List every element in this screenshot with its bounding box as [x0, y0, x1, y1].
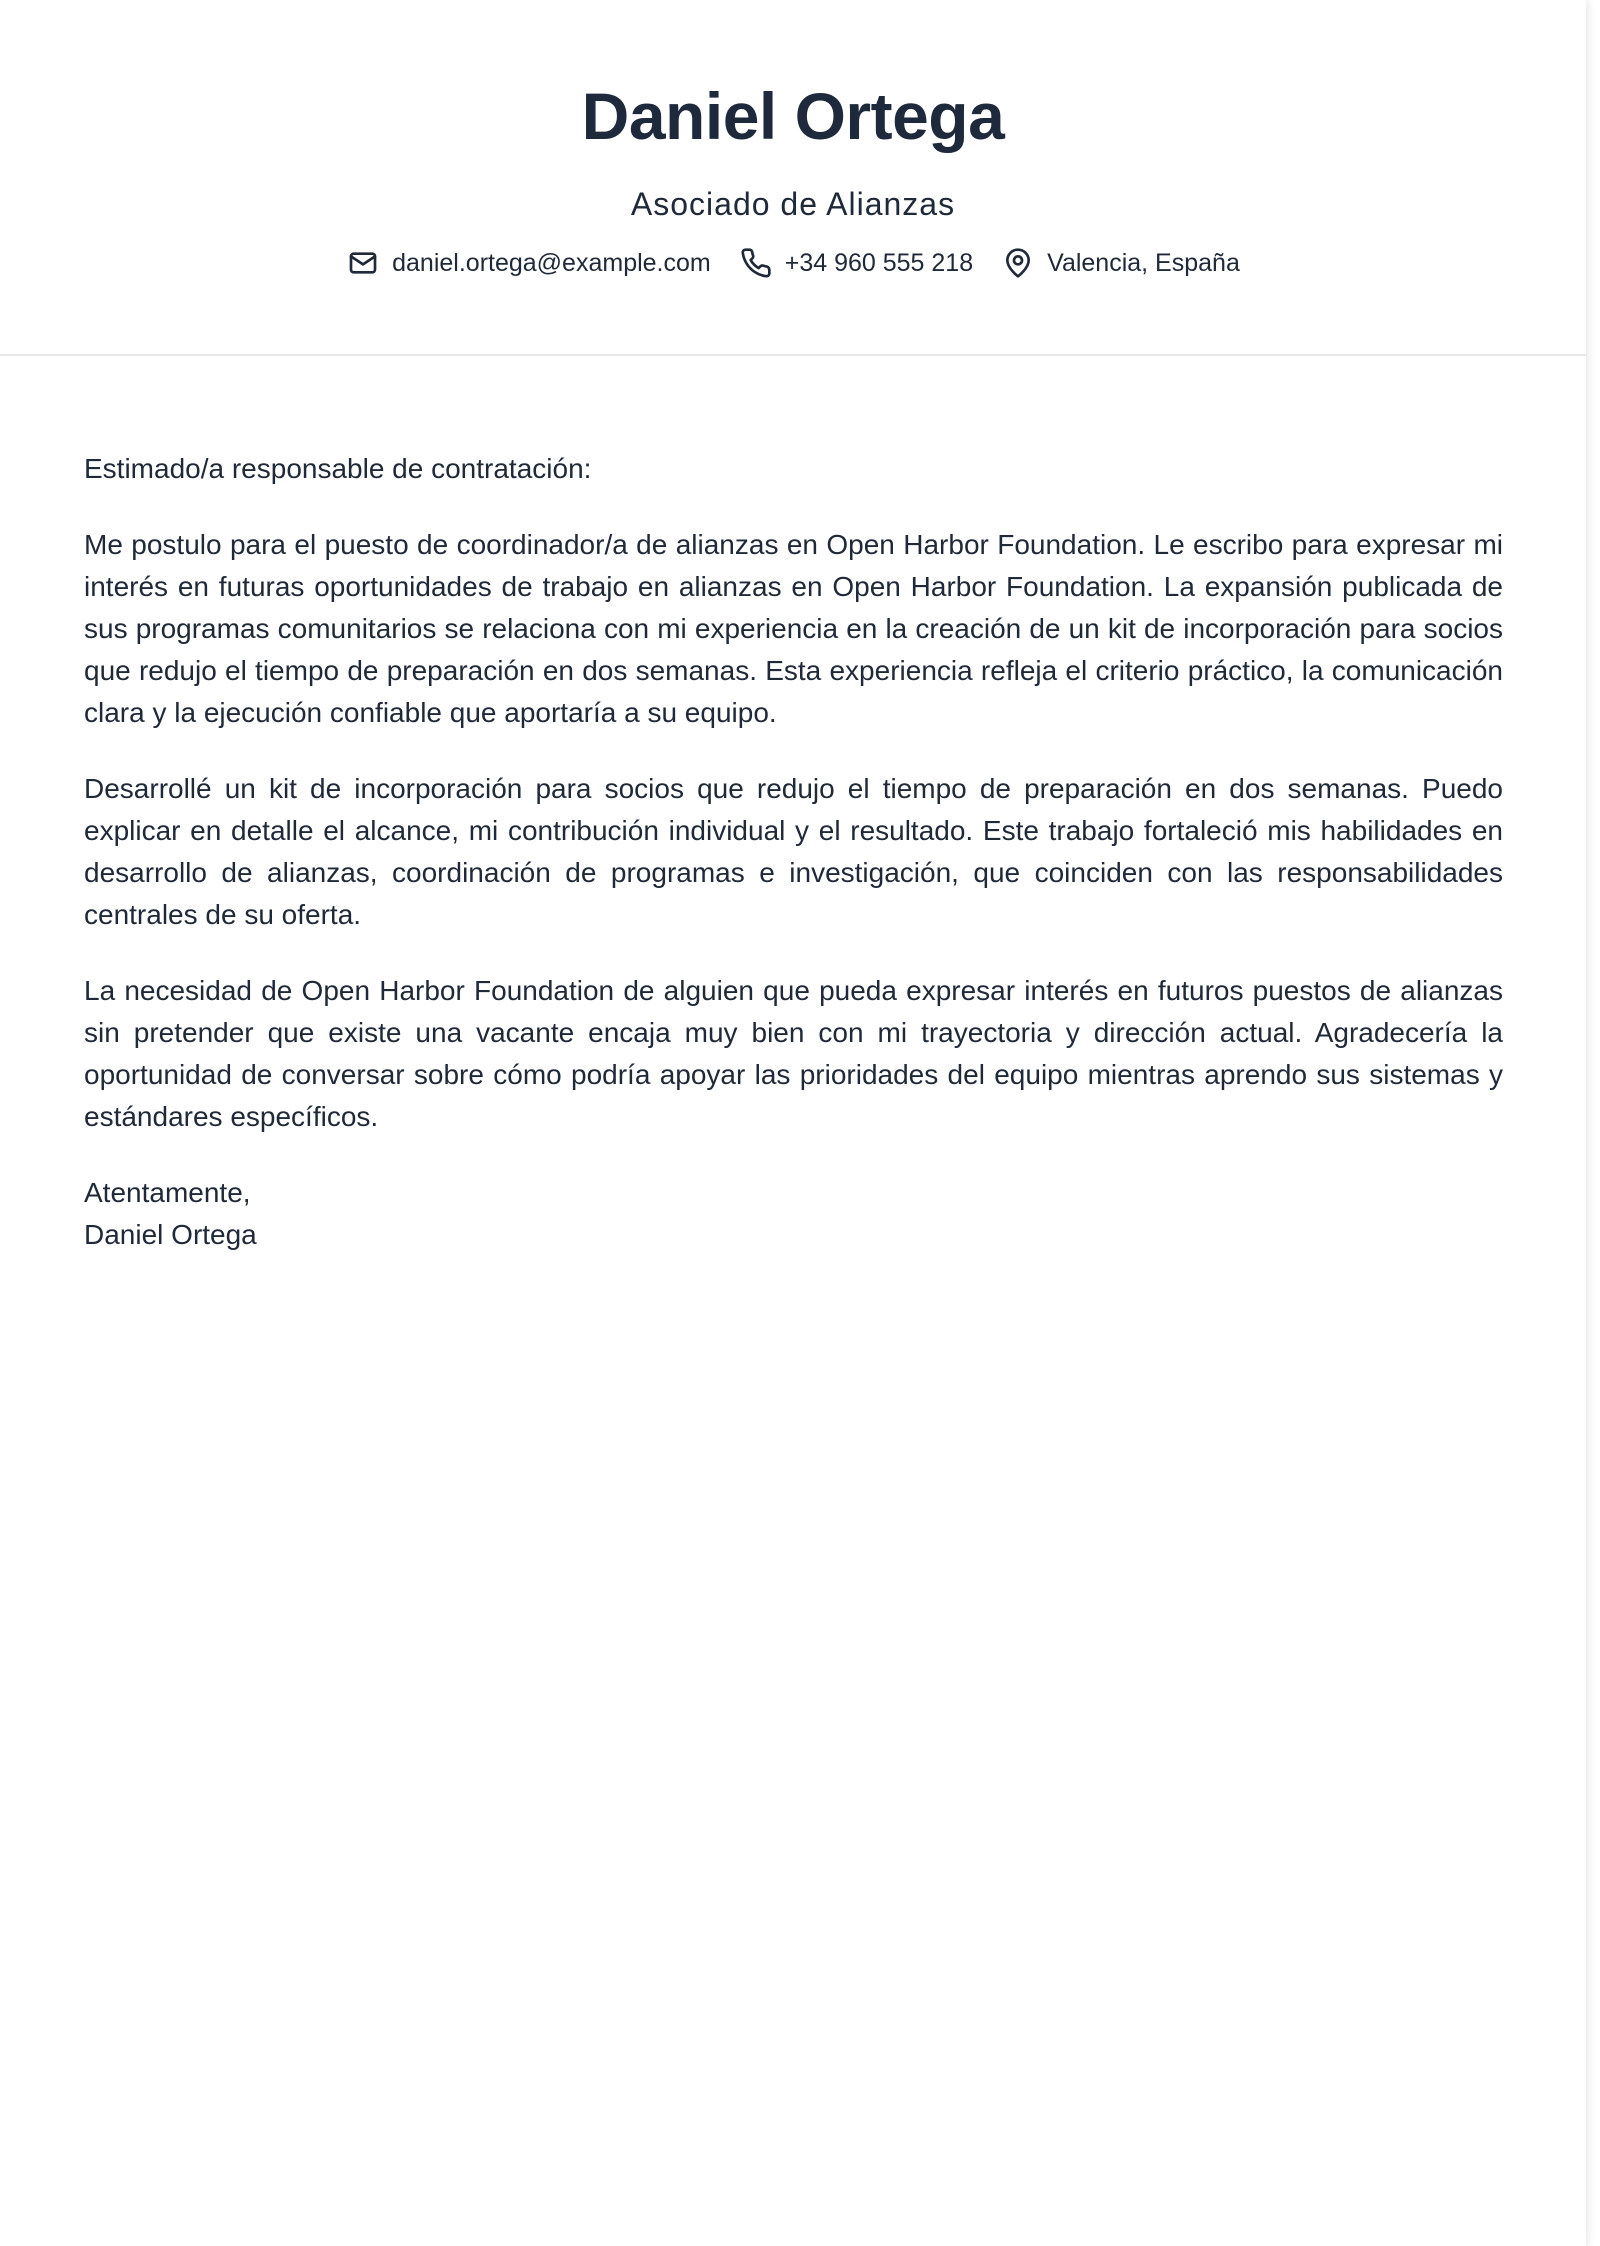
phone-text[interactable]: +34 960 555 218 — [784, 249, 974, 277]
contact-location — [1001, 246, 1240, 280]
map-pin-icon — [1001, 246, 1035, 280]
contact-phone[interactable] — [739, 246, 973, 280]
phone-icon — [739, 246, 773, 280]
letter-header — [0, 0, 1586, 356]
salutation: Estimado/a responsable de contratación: — [84, 453, 592, 484]
job-title: Asociado de Alianzas — [630, 186, 956, 222]
contact-email[interactable] — [346, 246, 711, 280]
contact-info — [0, 246, 1586, 280]
closing-phrase: Atentamente, — [84, 1177, 251, 1208]
paragraph-1: Me postulo para el puesto de coordinador/a de alianzas en Open Harbor Foundation. Le escribo para expresar mi interés en futuras oportunidades de trabajo en alianzas en Open Harbor Foundation. La expansión publicada de sus programas comunitarios se relaciona con mi experiencia en la creación de un kit de incorporación para socios que redujo el tiempo de preparación en dos semanas. Esta experiencia refleja el criterio práctico, la comunicación clara y la ejecución confiable que aportaría a su equipo. — [84, 529, 1503, 728]
signature-name: Daniel Ortega — [84, 1219, 257, 1250]
paragraph-2: Desarrollé un kit de incorporación para socios que redujo el tiempo de preparación en dos semanas. Puedo explicar en detalle el alcance, mi contribución individual y el resultado. Este trabajo fortaleció mis habilidades en desarrollo de alianzas, coordinación de programas e investigación, que coinciden con las responsabilidades centrales de su oferta. — [84, 773, 1503, 930]
location-text: Valencia, España — [1047, 249, 1240, 277]
applicant-name: Daniel Ortega — [581, 79, 1005, 153]
mail-icon — [346, 246, 380, 280]
email-text[interactable]: daniel.ortega@example.com — [392, 249, 711, 277]
letter-body — [0, 356, 1586, 1256]
letter-closing — [84, 1172, 1503, 1256]
paragraph-3: La necesidad de Open Harbor Foundation de alguien que pueda expresar interés en futuros puestos de alianzas sin pretender que existe una vacante encaja muy bien con mi trayectoria y dirección actual. Agradecería la oportunidad de conversar sobre cómo podría apoyar las prioridades del equipo mientras aprendo sus sistemas y estándares específicos. — [84, 975, 1503, 1132]
